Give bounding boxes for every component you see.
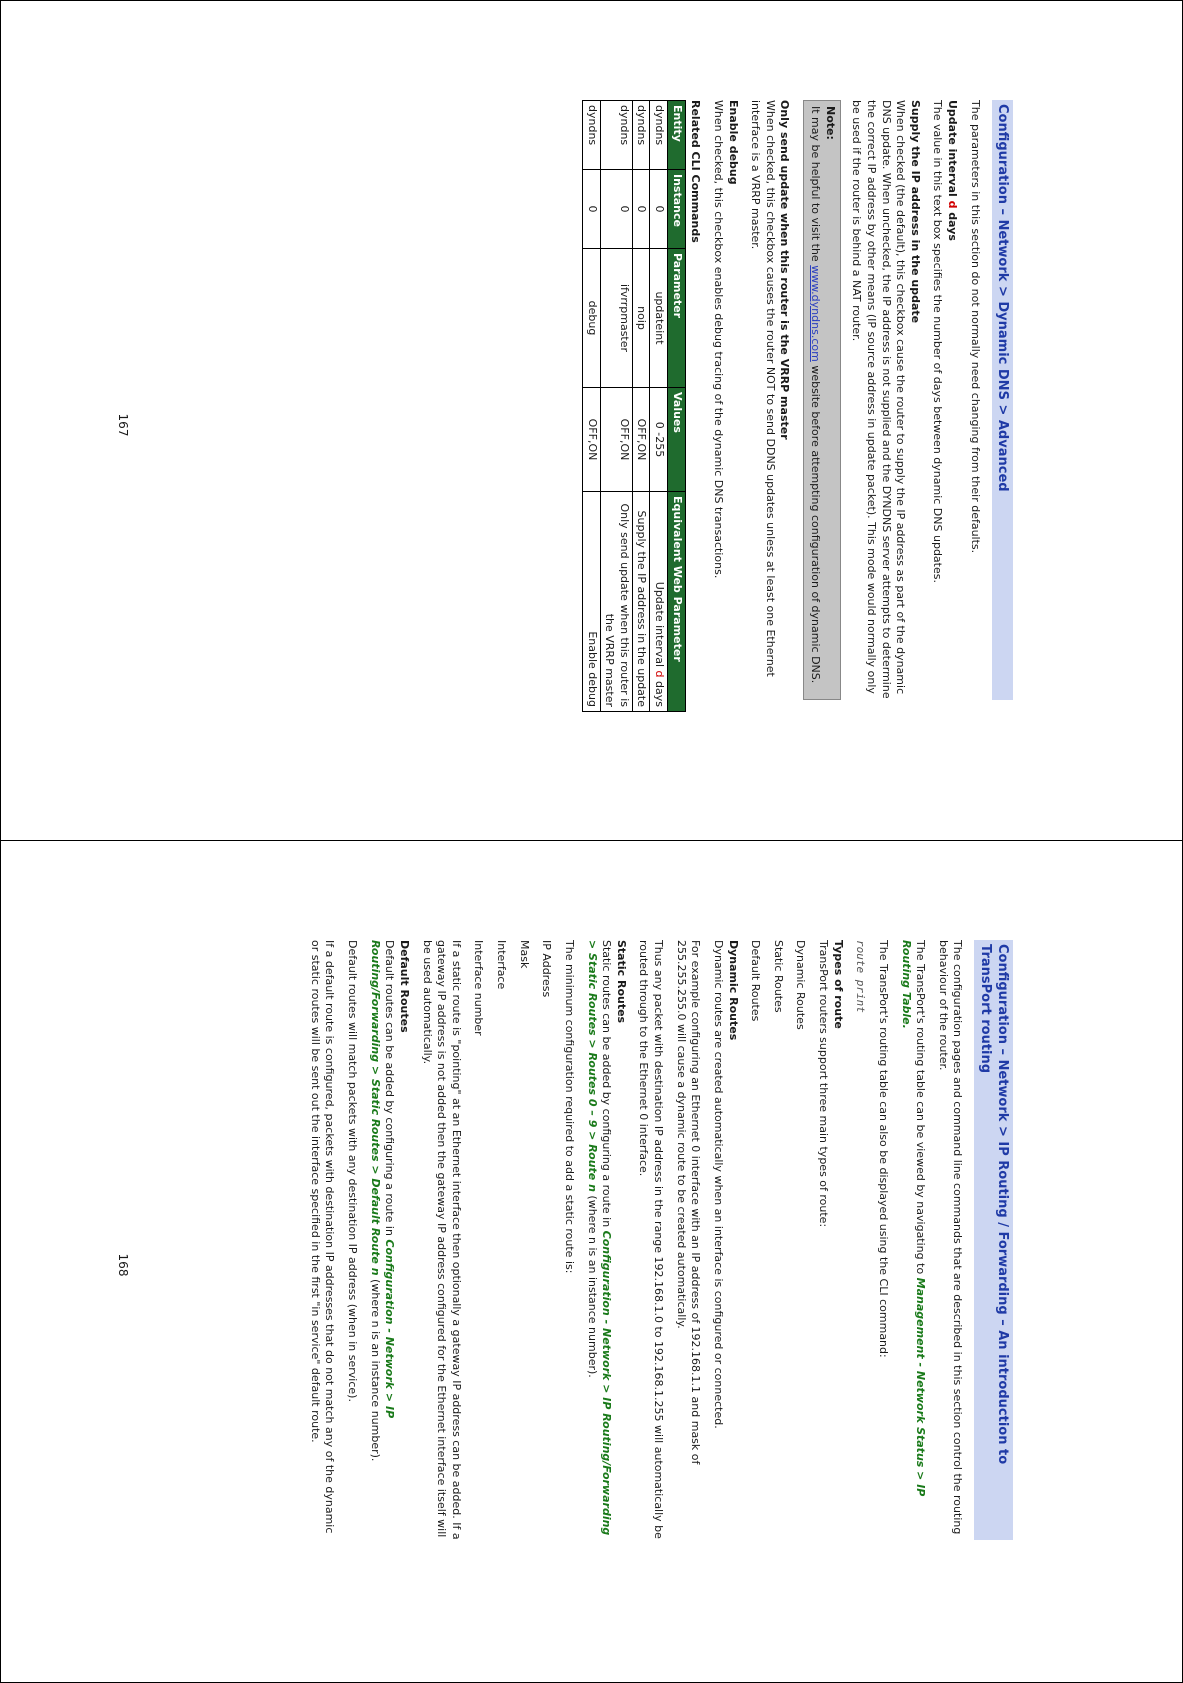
cell-instance: 0 bbox=[600, 170, 632, 249]
update-interval-title: Update interval d days bbox=[946, 100, 960, 241]
cell-values: OFF,ON bbox=[632, 388, 650, 492]
static-routes-min: The minimum configuration required to add a static route is: bbox=[562, 940, 576, 1274]
menu-path: Configuration - Network > IP Routing/Forwarding > Static Routes > Routes 0 – 9 > Route n bbox=[585, 940, 614, 1536]
static-routes-p1: Static routes can be added by configuring a route in Configuration - Network > IP Routing/Forwarding > Static Routes > Routes 0 – 9 > Route n (where n is an instance number). bbox=[585, 940, 614, 1536]
cell-web-parameter: Enable debug bbox=[582, 492, 600, 712]
table-header-row bbox=[668, 101, 686, 712]
types-title: Types of route bbox=[831, 940, 845, 1029]
cell-instance: 0 bbox=[582, 170, 600, 249]
table-row bbox=[600, 101, 632, 712]
section-heading: Configuration – Network > IP Routing / Forwarding – An introduction to TransPort routing bbox=[974, 940, 1013, 1540]
page-divider bbox=[0, 840, 1183, 841]
default-routes-title: Default Routes bbox=[397, 940, 411, 1033]
intro-text: The configuration pages and command line commands that are described in this section control the routing behaviour of the router. bbox=[936, 940, 965, 1535]
note-box bbox=[803, 100, 840, 700]
cli-commands-title: Related CLI Commands bbox=[689, 100, 703, 243]
page-number: 167 bbox=[116, 413, 130, 437]
cell-values: OFF,ON bbox=[600, 388, 632, 492]
page-168 bbox=[0, 940, 1183, 1590]
dynamic-routes-title: Dynamic Routes bbox=[726, 940, 740, 1041]
default-routes-p1: Default routes can be added by configuring a route in Configuration - Network > IP Routing/Forwarding > Static Routes > Default Route n (where n is an instance number). bbox=[368, 940, 397, 1462]
default-routes-p3: If a default route is configured, packets with destination IP addresses that do not match any of the dynamic or static routes will be sent out the interface specified in the first "in service" default route. bbox=[308, 940, 337, 1534]
list-item: Dynamic Routes bbox=[794, 940, 808, 1030]
static-routes-pointing: If a static route is "pointing" at an Ethernet interface then optionally a gateway IP address can be added. If a gateway IP address is not added then the gateway IP address configured for the Ethernet interface itself will be used automatically. bbox=[420, 940, 463, 1540]
list-item: IP Address bbox=[540, 940, 554, 998]
section-heading: Configuration – Network > Dynamic DNS > Advanced bbox=[992, 100, 1013, 700]
page-167 bbox=[0, 100, 1183, 750]
menu-path: Configuration - Network > IP Routing/Forwarding > Static Routes > Default Route n bbox=[368, 940, 397, 1419]
page-168-content bbox=[299, 940, 1013, 1540]
cell-entity: dyndns bbox=[632, 101, 650, 170]
page-number: 168 bbox=[116, 1253, 130, 1277]
cell-web-parameter: Update interval d days bbox=[650, 492, 668, 712]
cell-parameter: ifvrrpmaster bbox=[600, 249, 632, 388]
header-entity: Entity bbox=[668, 101, 686, 170]
header-web-parameter: Equivalent Web Parameter bbox=[668, 492, 686, 712]
supply-ip-title: Supply the IP address in the update bbox=[908, 100, 922, 324]
cli-commands-table bbox=[582, 100, 686, 712]
cell-parameter: debug bbox=[582, 249, 600, 388]
menu-path: Management - Network Status > IP Routing Table. bbox=[899, 940, 928, 1497]
cell-entity: dyndns bbox=[582, 101, 600, 170]
dynamic-routes-p2: For example configuring an Ethernet 0 interface with an IP address of 192.168.1.1 and mask of 255.255.255.0 will cause a dynamic route to be created automatically. bbox=[674, 940, 703, 1465]
header-parameter: Parameter bbox=[668, 249, 686, 388]
cli-command: route print bbox=[854, 940, 868, 1013]
debug-title: Enable debug bbox=[726, 100, 740, 185]
table-row bbox=[582, 101, 600, 712]
cell-parameter: noip bbox=[632, 249, 650, 388]
table-row bbox=[650, 101, 668, 712]
dyndns-link[interactable]: www.dyndns.com bbox=[809, 265, 823, 362]
list-item: Interface number bbox=[472, 940, 486, 1036]
vrrp-title: Only send update when this router is the VRRP master bbox=[778, 100, 792, 440]
table-row bbox=[632, 101, 650, 712]
cell-entity: dyndns bbox=[650, 101, 668, 170]
supply-ip-body: When checked (the default), this checkbox cause the router to supply the IP address as part of the dynamic DNS update. When unchecked, the IP address is not supplied and the DYNDNS server attempts to determine the correct IP address by other means (IP source address in update packet). This mode would normally only be used if the router is behind a NAT router. bbox=[850, 100, 908, 699]
page-167-content bbox=[582, 100, 1013, 707]
header-values: Values bbox=[668, 388, 686, 492]
dynamic-routes-p3: Thus any packet with destination IP address in the range 192.168.1.0 to 192.168.1.255 will automatically be routed through to the Ethernet 0 interface. bbox=[637, 940, 666, 1539]
list-item: Interface bbox=[495, 940, 509, 990]
cell-parameter: updateint bbox=[650, 249, 668, 388]
cell-values: OFF,ON bbox=[582, 388, 600, 492]
list-item: Mask bbox=[517, 940, 531, 969]
dynamic-routes-p1: Dynamic routes are created automatically when an interface is configured or connected. bbox=[711, 940, 725, 1429]
cell-web-parameter: Supply the IP address in the update bbox=[632, 492, 650, 712]
types-intro: TransPort routers support three main types of route: bbox=[817, 940, 831, 1228]
list-item: Default Routes bbox=[749, 940, 763, 1022]
header-instance: Instance bbox=[668, 170, 686, 249]
vrrp-body: When checked, this checkbox causes the router NOT to send DDNS updates unless at least one Ethernet interface is a VRRP master. bbox=[749, 100, 777, 677]
cell-web-parameter: Only send update when this router is the VRRP master bbox=[600, 492, 632, 712]
default-routes-p2: Default routes will match packets with any destination IP address (when in service). bbox=[346, 940, 360, 1402]
note-title: Note: bbox=[823, 106, 837, 140]
intro-text: The parameters in this section do not normally need changing from their defaults. bbox=[968, 100, 982, 554]
cell-entity: dyndns bbox=[600, 101, 632, 170]
cell-instance: 0 bbox=[632, 170, 650, 249]
cell-instance: 0 bbox=[650, 170, 668, 249]
debug-body: When checked, this checkbox enables debug tracing of the dynamic DNS transactions. bbox=[711, 100, 725, 579]
cell-values: 0 -255 bbox=[650, 388, 668, 492]
note-body: It may be helpful to visit the www.dyndns.com website before attempting configuration of dynamic DNS. bbox=[809, 106, 823, 684]
cli-text: The TransPort's routing table can also be displayed using the CLI command: bbox=[876, 940, 890, 1358]
update-interval-body: The value in this text box specifies the number of days between dynamic DNS updates. bbox=[931, 100, 945, 583]
list-item: Static Routes bbox=[771, 940, 785, 1013]
view-routing-table-text: The TransPort's routing table can be viewed by navigating to Management - Network Status > IP Routing Table. bbox=[899, 940, 928, 1497]
static-routes-title: Static Routes bbox=[614, 940, 628, 1024]
